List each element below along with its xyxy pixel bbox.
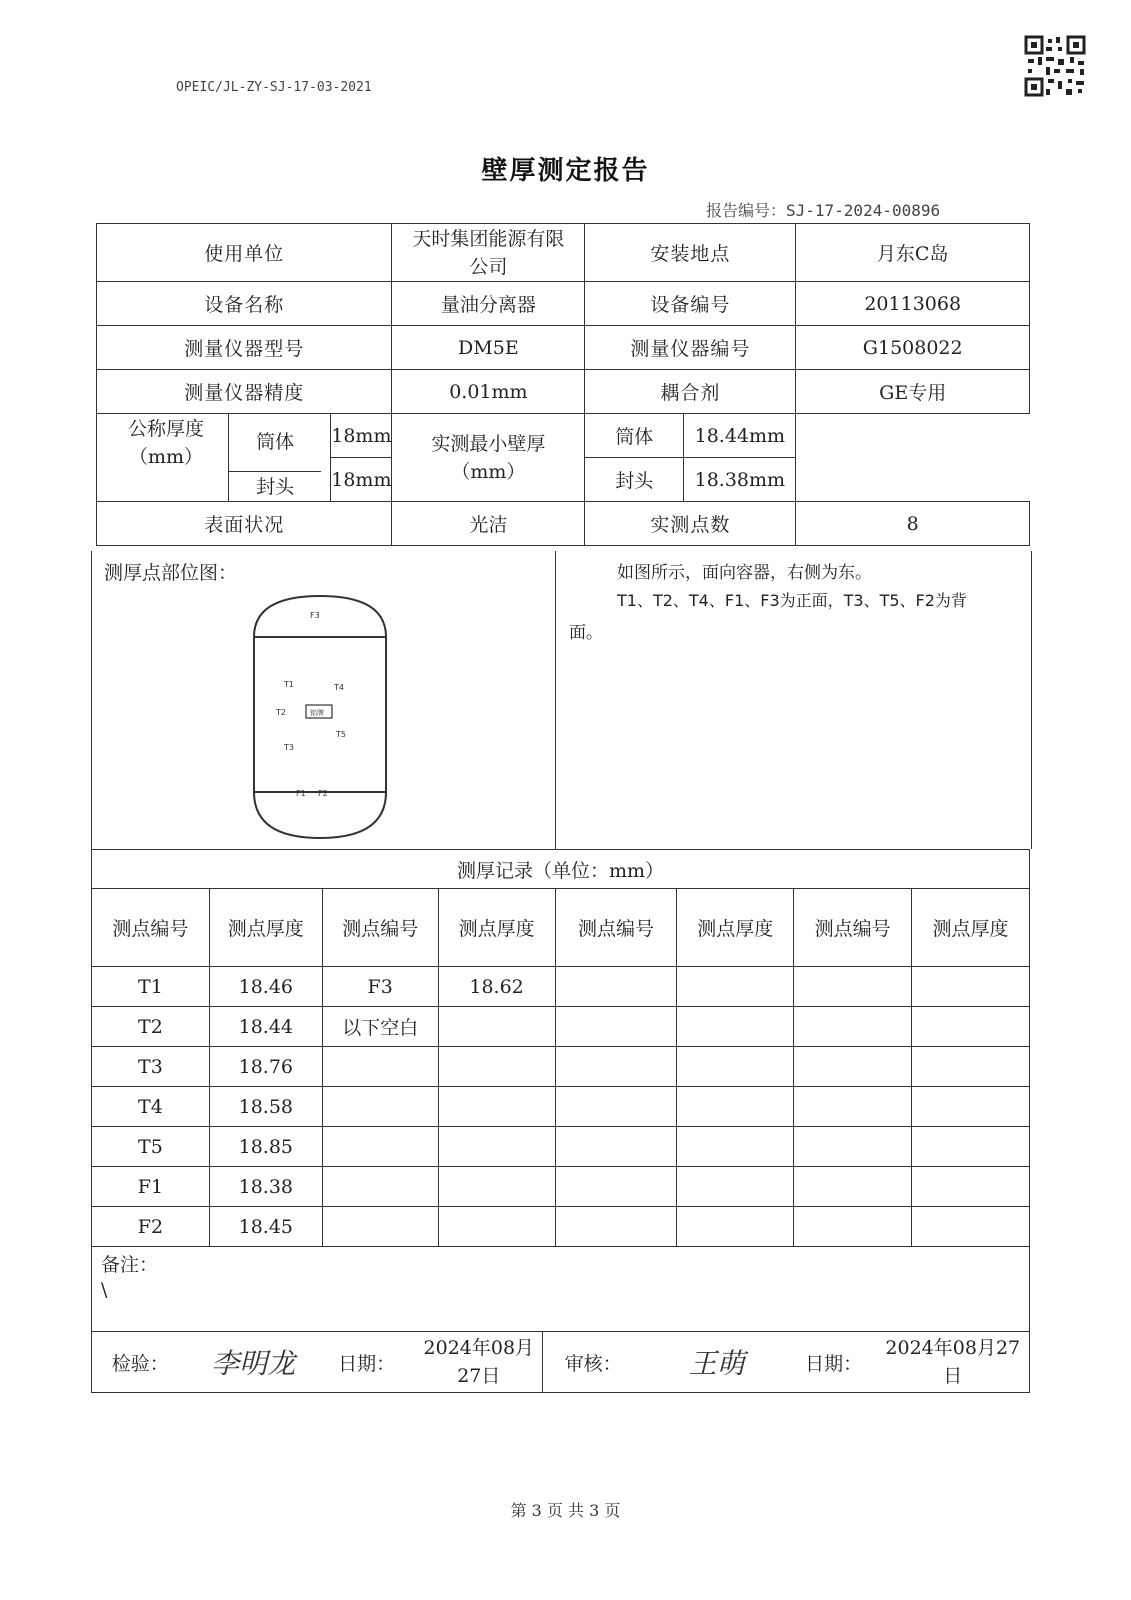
nominal-head-label: 封头	[229, 472, 322, 502]
report-number: 报告编号：SJ-17-2024-00896	[706, 201, 941, 220]
empty-cell	[555, 1007, 677, 1047]
empty-cell	[912, 1047, 1030, 1087]
nominal-shell-value: 18mm	[331, 414, 392, 458]
point-thickness: 18.76	[209, 1047, 322, 1087]
empty-cell	[912, 1207, 1030, 1247]
point-thickness	[438, 1007, 555, 1047]
point-no: F3	[322, 967, 438, 1007]
blank-marker: 以下空白	[322, 1007, 438, 1047]
nominal-head-value: 18mm	[331, 458, 392, 502]
point-thickness: 18.45	[209, 1207, 322, 1247]
min-shell-value: 18.44mm	[684, 414, 796, 458]
empty-cell	[677, 1207, 794, 1247]
reviewer-signature	[643, 1332, 791, 1393]
col-thickness: 测点厚度	[438, 889, 555, 967]
empty-cell	[677, 1007, 794, 1047]
empty-cell	[555, 1047, 677, 1087]
empty-cell	[555, 1127, 677, 1167]
diagram-note-line3: 面。	[569, 623, 603, 643]
point-thickness: 18.38	[209, 1167, 322, 1207]
inspector-label: 检验：	[92, 1332, 189, 1393]
col-thickness: 测点厚度	[677, 889, 794, 967]
thickness-record-table	[91, 849, 1030, 1247]
empty-cell	[555, 1087, 677, 1127]
empty-cell	[555, 1207, 677, 1247]
empty-cell	[677, 967, 794, 1007]
equipment-name-label: 设备名称	[97, 282, 392, 326]
review-date-label: 日期：	[791, 1332, 877, 1393]
min-thickness-label: 实测最小壁厚（mm）	[392, 414, 585, 502]
point-F2: F2	[318, 789, 328, 798]
table-row	[92, 1207, 1030, 1247]
empty-cell	[794, 1127, 912, 1167]
point-thickness: 18.46	[209, 967, 322, 1007]
surface-value: 光洁	[392, 502, 585, 546]
qr-code-icon	[1024, 35, 1086, 97]
reviewer-signature-text: 王萌	[688, 1347, 745, 1380]
point-T3: T3	[284, 743, 294, 752]
empty-cell	[912, 1087, 1030, 1127]
point-no: T1	[92, 967, 210, 1007]
col-point-no: 测点编号	[92, 889, 210, 967]
col-point-no: 测点编号	[794, 889, 912, 967]
table-row	[92, 1087, 1030, 1127]
empty-cell	[677, 1087, 794, 1127]
info-row	[97, 282, 1030, 326]
min-shell-label: 筒体	[585, 414, 684, 458]
equipment-no-value: 20113068	[796, 282, 1030, 326]
point-T5: T5	[336, 730, 346, 739]
inspect-date: 2024年08月27日	[415, 1332, 543, 1393]
info-row	[97, 502, 1030, 546]
table-row	[92, 1047, 1030, 1087]
col-point-no: 测点编号	[322, 889, 438, 967]
empty-cell	[677, 1167, 794, 1207]
empty-cell	[555, 1167, 677, 1207]
page-number: 第 3 页 共 3 页	[510, 1501, 621, 1520]
empty-cell	[912, 1127, 1030, 1167]
remarks-label: 备注：	[101, 1254, 159, 1276]
info-row	[97, 414, 1030, 458]
table-row	[92, 967, 1030, 1007]
empty-cell	[322, 1167, 438, 1207]
point-no: T2	[92, 1007, 210, 1047]
point-T2: T2	[276, 708, 286, 717]
min-head-value: 18.38mm	[684, 458, 796, 502]
point-no: T3	[92, 1047, 210, 1087]
table-row	[92, 1167, 1030, 1207]
signoff-table	[91, 1331, 1030, 1393]
empty-cell	[912, 1007, 1030, 1047]
instrument-precision-label: 测量仪器精度	[97, 370, 392, 414]
remarks-section	[91, 1245, 1030, 1332]
inspector-signature-text: 李明龙	[211, 1347, 296, 1380]
user-unit-label: 使用单位	[97, 224, 392, 282]
instrument-no-label: 测量仪器编号	[585, 326, 796, 370]
col-point-no: 测点编号	[555, 889, 677, 967]
empty-cell	[912, 967, 1030, 1007]
diagram-note-line2: T1、T2、T4、F1、F3为正面，T3、T5、F2为背	[617, 591, 967, 610]
diagram-note-line1: 如图所示，面向容器，右侧为东。	[617, 563, 872, 583]
empty-cell	[322, 1047, 438, 1087]
remarks-value: \	[101, 1279, 108, 1301]
user-unit-value: 天时集团能源有限公司	[392, 224, 585, 282]
vessel-outline	[254, 596, 386, 838]
col-thickness: 测点厚度	[912, 889, 1030, 967]
point-thickness: 18.85	[209, 1127, 322, 1167]
instrument-model-value: DM5E	[392, 326, 585, 370]
empty-cell	[794, 1167, 912, 1207]
point-thickness: 18.58	[209, 1087, 322, 1127]
install-location-value: 月东C岛	[796, 224, 1030, 282]
point-no: T4	[92, 1087, 210, 1127]
info-row	[97, 224, 1030, 282]
record-title: 测厚记录（单位：mm）	[92, 850, 1030, 889]
instrument-no-value: G1508022	[796, 326, 1030, 370]
empty-cell	[438, 1087, 555, 1127]
point-thickness: 18.62	[438, 967, 555, 1007]
point-T4: T4	[334, 683, 344, 692]
review-date: 2024年08月27日	[877, 1332, 1030, 1393]
couplant-value: GE专用	[796, 370, 1030, 414]
empty-cell	[438, 1207, 555, 1247]
empty-cell	[438, 1047, 555, 1087]
empty-cell	[794, 967, 912, 1007]
equipment-info-table	[96, 223, 1030, 546]
empty-cell	[677, 1047, 794, 1087]
diagram-divider	[555, 551, 556, 849]
point-no: T5	[92, 1127, 210, 1167]
document-code: OPEIC/JL-ZY-SJ-17-03-2021	[176, 80, 372, 95]
point-thickness: 18.44	[209, 1007, 322, 1047]
instrument-model-label: 测量仪器型号	[97, 326, 392, 370]
empty-cell	[322, 1207, 438, 1247]
inspect-date-label: 日期：	[318, 1332, 415, 1393]
empty-cell	[438, 1127, 555, 1167]
diagram-label: 测厚点部位图：	[104, 562, 238, 584]
empty-cell	[794, 1207, 912, 1247]
info-row	[97, 326, 1030, 370]
vessel-diagram	[250, 592, 390, 842]
empty-cell	[794, 1087, 912, 1127]
point-T1: T1	[284, 680, 294, 689]
nameplate-label: 铭牌	[310, 709, 324, 717]
instrument-precision-value: 0.01mm	[392, 370, 585, 414]
install-location-label: 安装地点	[585, 224, 796, 282]
inspector-signature	[188, 1332, 318, 1393]
points-count-label: 实测点数	[585, 502, 796, 546]
table-row	[92, 1007, 1030, 1047]
point-F1: F1	[296, 789, 306, 798]
surface-label: 表面状况	[97, 502, 392, 546]
record-header-row	[92, 889, 1030, 967]
reviewer-label: 审核：	[543, 1332, 643, 1393]
empty-cell	[794, 1007, 912, 1047]
empty-cell	[322, 1087, 438, 1127]
min-head-label: 封头	[585, 458, 684, 502]
empty-cell	[438, 1167, 555, 1207]
nominal-shell-label: 筒体	[229, 414, 322, 472]
points-count-value: 8	[796, 502, 1030, 546]
empty-cell	[794, 1047, 912, 1087]
equipment-name-value: 量油分离器	[392, 282, 585, 326]
point-F3: F3	[310, 611, 320, 620]
info-row	[97, 370, 1030, 414]
empty-cell	[555, 967, 677, 1007]
couplant-label: 耦合剂	[585, 370, 796, 414]
report-title: 壁厚测定报告	[481, 156, 650, 186]
nominal-thickness-label	[97, 414, 331, 502]
empty-cell	[322, 1127, 438, 1167]
empty-cell	[912, 1167, 1030, 1207]
equipment-no-label: 设备编号	[585, 282, 796, 326]
col-thickness: 测点厚度	[209, 889, 322, 967]
nominal-thickness-text: 公称厚度（mm）	[127, 417, 204, 468]
table-row	[92, 1127, 1030, 1167]
point-no: F1	[92, 1167, 210, 1207]
empty-cell	[677, 1127, 794, 1167]
point-no: F2	[92, 1207, 210, 1247]
